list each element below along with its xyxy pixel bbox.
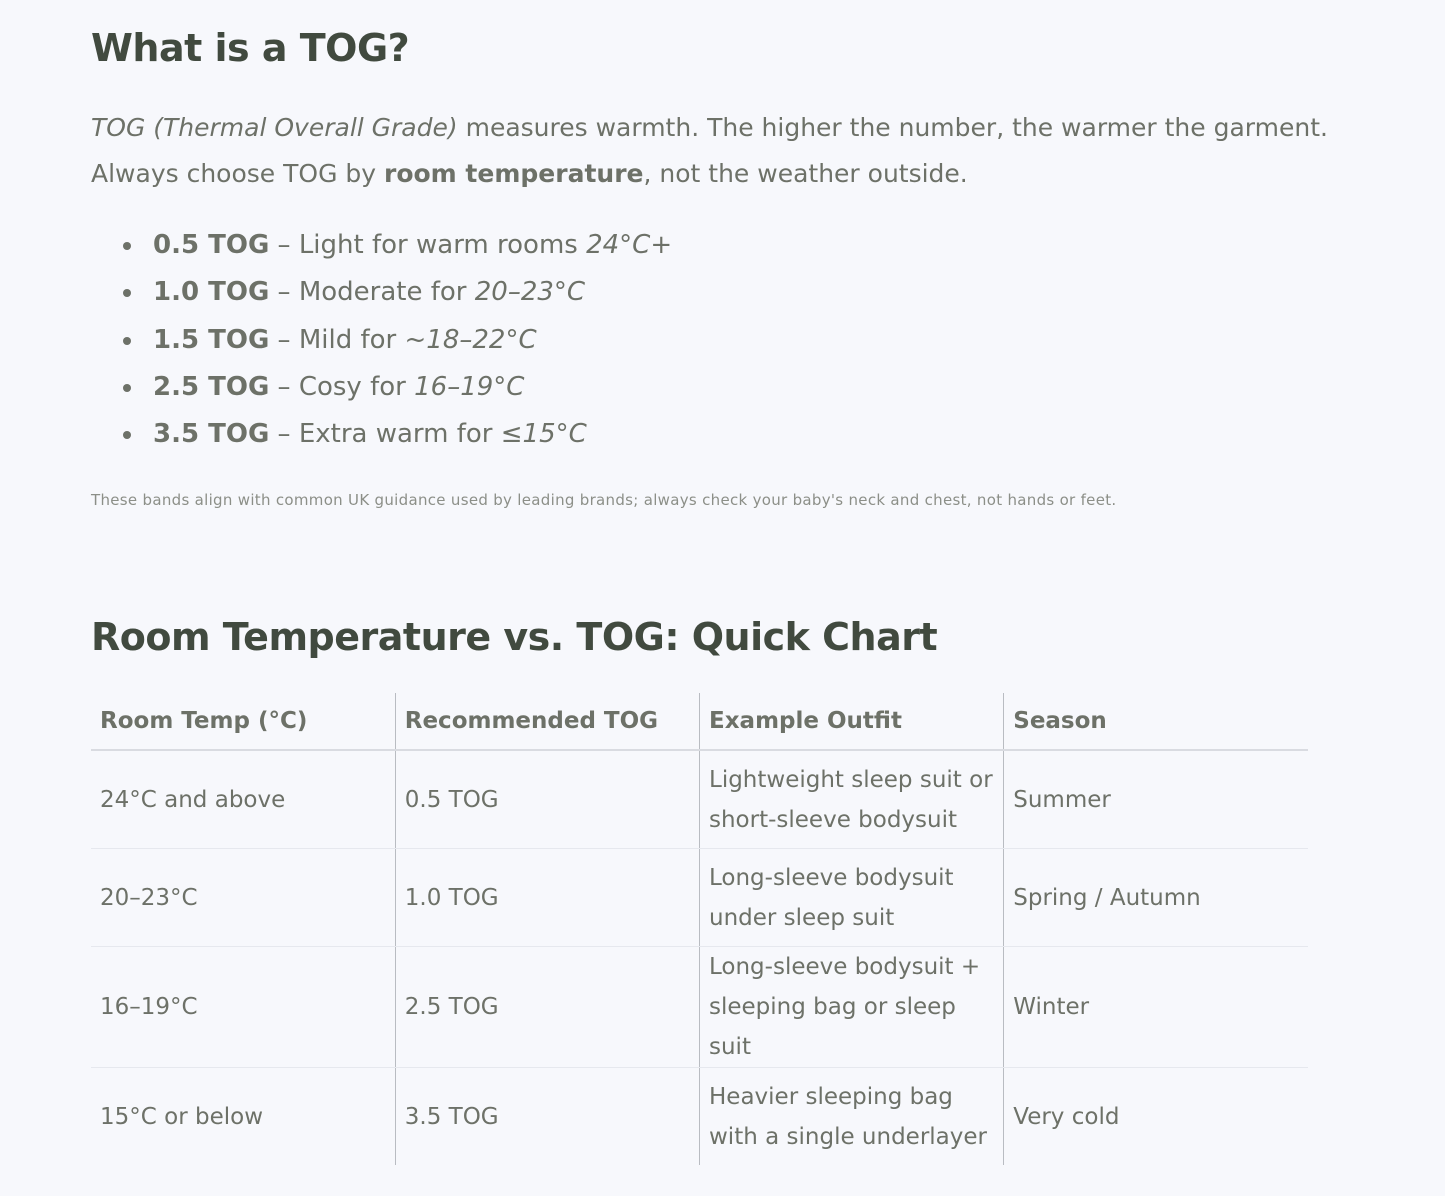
band-desc: – Moderate for	[269, 277, 475, 308]
band-desc: – Light for warm rooms	[269, 230, 587, 260]
column-header-room-temp: Room Temp (°C)	[91, 693, 395, 750]
intro-emphasis: room temperature	[384, 159, 644, 188]
cell-room-temp: 24°C and above	[91, 750, 395, 849]
band-temp: 20–23°C	[474, 277, 586, 308]
cell-outfit: Long-sleeve bodysuit + sleeping bag or sleep suit	[700, 947, 1004, 1068]
cell-tog: 2.5 TOG	[395, 947, 699, 1068]
band-tog: 1.5 TOG	[153, 324, 270, 355]
intro-sentence-1: measures warmth. The higher the number, the warmer the garment.	[457, 113, 1328, 142]
band-desc: – Cosy for	[269, 371, 415, 402]
band-tog: 2.5 TOG	[153, 371, 270, 402]
table-row	[91, 947, 1308, 1068]
band-temp: ~18–22°C	[404, 324, 537, 355]
table-header-row	[91, 693, 1308, 750]
section-title-quick-chart: Room Temperature vs. TOG: Quick Chart	[91, 615, 938, 659]
bullet-icon	[123, 384, 131, 392]
intro-paragraph	[91, 105, 1331, 197]
bullet-icon	[123, 431, 131, 439]
cell-season: Winter	[1004, 947, 1308, 1068]
band-temp: ≤15°C	[500, 419, 587, 450]
band-tog: 0.5 TOG	[153, 230, 270, 260]
bullet-icon	[123, 289, 131, 297]
guidance-note: These bands align with common UK guidance used by leading brands; always check your baby's neck and chest, not hands or feet.	[91, 491, 1117, 509]
intro-sentence-2-end: , not the weather outside.	[643, 159, 968, 188]
list-item	[153, 269, 672, 316]
cell-tog: 3.5 TOG	[395, 1068, 699, 1166]
cell-room-temp: 20–23°C	[91, 849, 395, 947]
section-title-what-is-tog: What is a TOG?	[91, 26, 410, 70]
cell-outfit: Lightweight sleep suit or short-sleeve bodysuit	[700, 750, 1004, 849]
cell-room-temp: 16–19°C	[91, 947, 395, 1068]
tog-chart-table	[91, 693, 1308, 1165]
cell-outfit: Heavier sleeping bag with a single underlayer	[700, 1068, 1004, 1166]
column-header-recommended-tog: Recommended TOG	[395, 693, 699, 750]
table-row	[91, 1068, 1308, 1166]
cell-season: Summer	[1004, 750, 1308, 849]
column-header-example-outfit: Example Outfit	[700, 693, 1004, 750]
band-desc: – Extra warm for	[269, 419, 501, 450]
list-item	[153, 317, 672, 364]
band-desc: – Mild for	[269, 324, 405, 355]
band-temp: 24°C+	[586, 230, 673, 260]
tog-definition-term: TOG (Thermal Overall Grade)	[91, 113, 458, 142]
band-tog: 3.5 TOG	[153, 419, 270, 450]
column-header-season: Season	[1004, 693, 1308, 750]
cell-tog: 1.0 TOG	[395, 849, 699, 947]
tog-bands-list	[91, 222, 672, 458]
cell-tog: 0.5 TOG	[395, 750, 699, 849]
intro-sentence-2-start: Always choose TOG by	[91, 159, 384, 188]
cell-season: Spring / Autumn	[1004, 849, 1308, 947]
list-item	[153, 222, 672, 269]
table-row	[91, 849, 1308, 947]
band-tog: 1.0 TOG	[153, 277, 270, 308]
table-row	[91, 750, 1308, 849]
list-item	[153, 364, 672, 411]
bullet-icon	[123, 242, 131, 250]
cell-season: Very cold	[1004, 1068, 1308, 1166]
list-item	[153, 411, 672, 458]
cell-room-temp: 15°C or below	[100, 1103, 263, 1130]
cell-outfit: Long-sleeve bodysuit under sleep suit	[700, 849, 1004, 947]
band-temp: 16–19°C	[414, 371, 525, 402]
bullet-icon	[123, 337, 131, 345]
